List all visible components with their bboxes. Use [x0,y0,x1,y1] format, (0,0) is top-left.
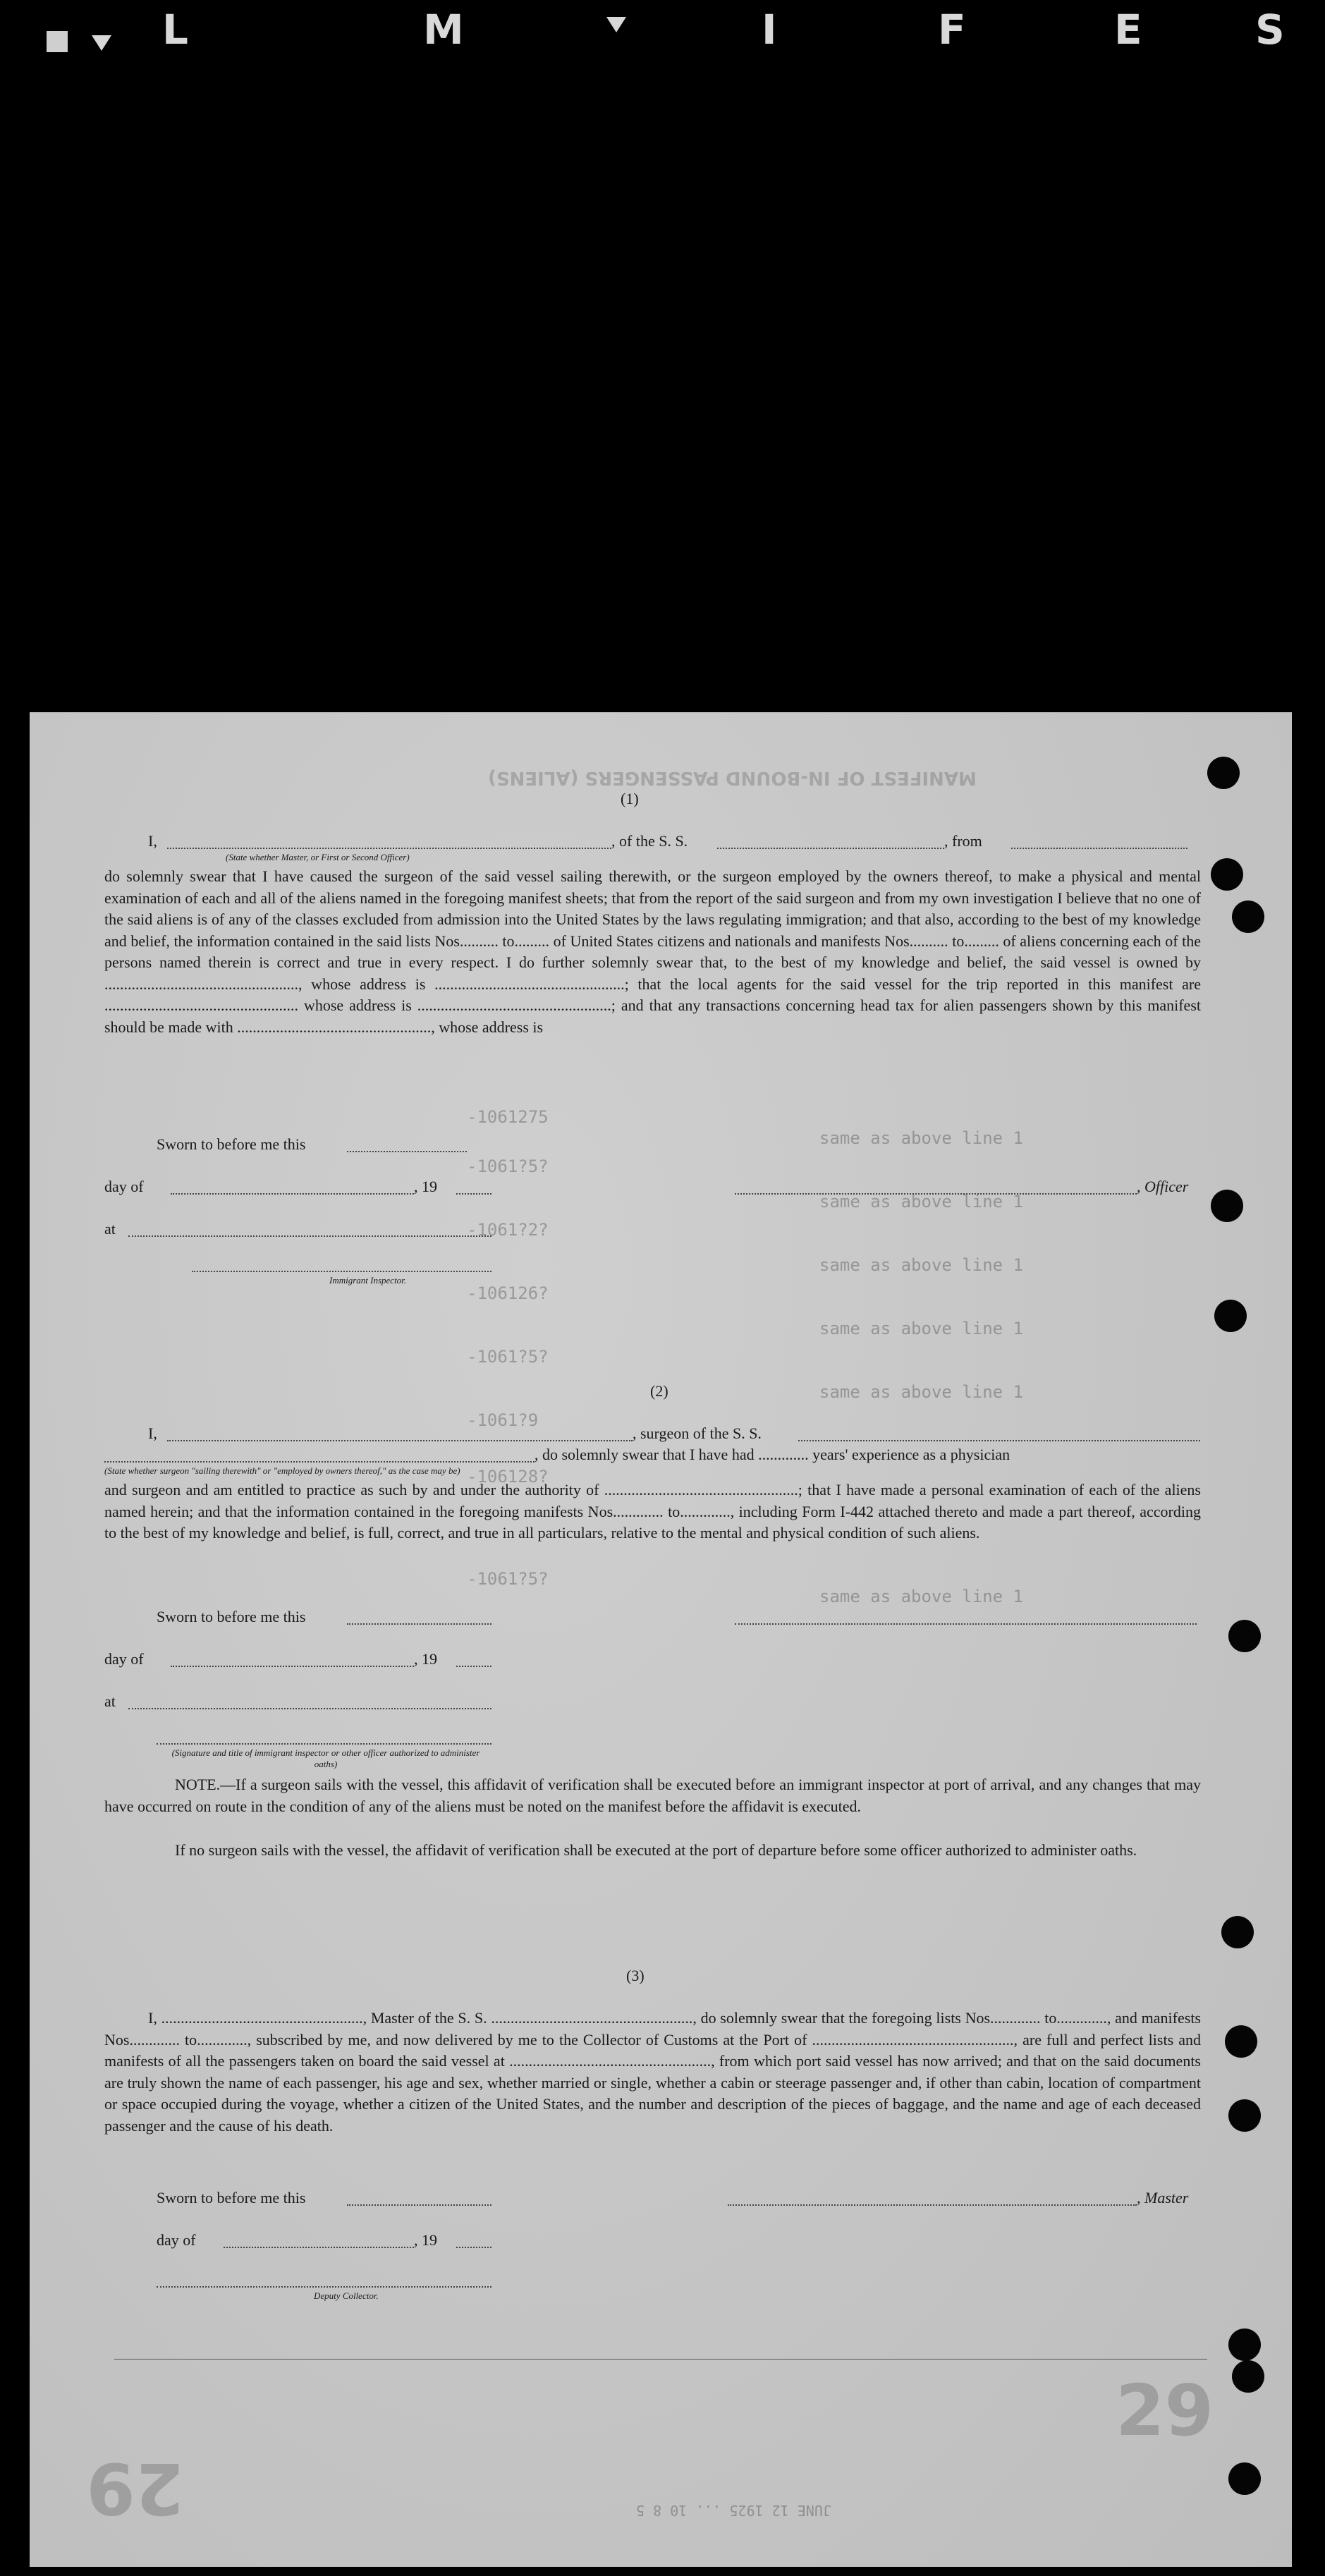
sworn-date-field [347,1623,491,1625]
sworn-date-field [347,1151,467,1152]
section-1-year: , 19 [414,1178,437,1195]
section-1-from: , from [944,832,982,850]
film-marker-square [47,31,68,52]
punch-hole [1207,757,1240,789]
show-through-code: -106126? [467,1283,549,1303]
section-2-sworn: Sworn to before me this [157,1608,306,1625]
show-through-page-number: 29 [86,2447,185,2529]
at-field [128,1708,491,1709]
section-1-signature-label: Immigrant Inspector. [329,1275,407,1286]
section-1-line-i: I, [148,832,157,850]
show-through-code: -1061?9 [467,1410,539,1430]
day-field [224,2247,414,2248]
surgeon-vessel-field [798,1440,1200,1441]
show-through-name: same as above line 1 [819,1319,1023,1338]
section-3-sworn: Sworn to before me this [157,2189,306,2206]
section-3-signature-label: Deputy Collector. [314,2290,379,2301]
section-2-day-of: day of [104,1650,144,1668]
section-2-body: and surgeon and am entitled to practice as such by and under the authority of ..................................................; that I have made a personal examination of each of the aliens named herein; and that the information contained in the foregoing manifests Nos............. to............., including Form I-442 attached thereto and made a part thereof, according to the best of my knowledge and belief, is full, correct, and true in all particulars, relative to the mental and physical condition of such aliens. [104,1481,1201,1542]
film-header-glyph: F [938,6,967,54]
punch-hole [1214,1300,1247,1332]
day-field [171,1193,414,1195]
film-header-glyph: I [762,6,778,54]
at-field [128,1235,491,1237]
punch-hole [1211,1190,1243,1222]
inspector-signature-field [192,1271,491,1272]
section-1-at: at [104,1220,116,1238]
show-through-name: same as above line 1 [819,1255,1023,1275]
section-2-signature-label: (Signature and title of immigrant inspector or other officer authorized to administer oaths) [171,1747,480,1769]
section-2-at: at [104,1692,116,1710]
surgeon-signature-field [735,1623,1197,1625]
section-1-officer: , Officer [1137,1178,1189,1195]
year-field [456,1666,491,1667]
departure-port-field [1011,848,1187,849]
punch-hole [1221,1916,1254,1948]
bottom-rule [114,2359,1207,2360]
master-name-field [167,848,611,849]
surgeon-status-field [104,1461,535,1463]
note-paragraph-1: NOTE.—If a surgeon sails with the vessel, this affidavit of verification shall be executed before an immigrant inspector at port of arrival, and any changes that may have occurred on route in the condition of any of the aliens must be noted on the manifest before the affidavit is executed. [104,1776,1201,1815]
section-2-number: (2) [650,1382,668,1400]
section-1-of-ss: , of the S. S. [611,832,688,850]
film-header-glyph: S [1255,6,1286,54]
deputy-collector-signature-field [157,2286,491,2288]
section-2-year: , 19 [414,1650,437,1668]
section-1-number: (1) [621,790,639,807]
section-2-swear: , do solemnly swear that I have had ............. years' experience as a physician [535,1446,1010,1463]
master-note: (State whether Master, or First or Second Officer) [226,852,410,862]
section-3-number: (3) [626,1967,645,1984]
punch-hole [1228,2462,1261,2495]
show-through-stamp: JUNE 12 1925 ... 10 8 5 [636,2502,831,2519]
show-through-name: same as above line 1 [819,1192,1023,1211]
show-through-code: -1061?5? [467,1569,549,1589]
show-through-code: -1061275 [467,1107,549,1127]
sworn-date-field [347,2204,491,2206]
show-through-name: same as above line 1 [819,1382,1023,1402]
punch-hole [1228,2099,1261,2132]
year-field [456,2247,491,2248]
punch-hole [1225,2025,1257,2058]
show-through-code: -1061?5? [467,1347,549,1367]
section-3-year: , 19 [414,2231,437,2249]
section-1-day-of: day of [104,1178,144,1195]
punch-hole [1232,2360,1264,2393]
show-through-name: same as above line 1 [819,1128,1023,1148]
show-through-page-number: 29 [1116,2369,1214,2452]
section-3-body: I, ...................................................., Master of the S. S. ...................................................., do solemnly swear that the foregoing lists Nos............. to............., and manifests Nos............. to............., subscribed by me, and now delivered by me to the Collector of Customs at the Port of ...................................................., are full and perfect lists and manifests of all the passengers taken on board the said vessel at ...................................................., from which port said vessel has now arrived; and that on the said documents are truly shown the name of each passenger, his age and sex, whether married or single, whether a cabin or steerage passenger and, if other than cabin, location of compartment or space occupied during the voyage, whether a citizen of the United States, and the number and description of the pieces of baggage, and the name and age of each deceased passenger and the cause of his death. [104,2009,1201,2135]
section-1-sworn: Sworn to before me this [157,1135,306,1153]
film-header-glyph: M [423,6,465,54]
section-2-surgeon-of: , surgeon of the S. S. [633,1424,762,1442]
show-through-name: same as above line 1 [819,1587,1023,1606]
punch-hole [1228,1620,1261,1652]
film-header-glyph: L [162,6,190,54]
surgeon-note: (State whether surgeon "sailing therewith" or "employed by owners thereof," as the case may be) [104,1465,460,1476]
master-signature-field [728,2204,1137,2206]
vessel-name-field [717,848,944,849]
section-1-body: do solemnly swear that I have caused the surgeon of the said vessel sailing therewith, or the surgeon employed by the owners thereof, to make a physical and mental examination of each and all of the aliens named in the foregoing manifest sheets; that from the report of the said surgeon and from my own investigation I believe that no one of the said aliens is of any of the classes excluded from admission into the United States by the laws regulating immigration; and that also, according to the best of my knowledge and belief, the information contained in the said lists Nos.......... to......... of United States citizens and nationals and manifests Nos.......... to......... of aliens concerning each of the persons named therein is correct and true in every respect. I do further solemnly swear that, to the best of my knowledge and belief, the said vessel is owned by .................................................., whose address is .................................................; that the local agents for the said vessel for the trip reported in this manifest are .................................................. whose address is ..................................................; and that any transactions concerning head tax for alien passengers shown by this manifest should be made with .................................................., whose address is [104,867,1201,1036]
section-3-master: , Master [1137,2189,1189,2206]
show-through-code: -106128? [467,1467,549,1487]
film-marker-triangle-icon [606,17,626,32]
document-page [30,712,1292,2567]
section-2-line-i: I, [148,1424,157,1442]
film-marker-triangle-icon [92,35,111,51]
surgeon-name-field [167,1440,633,1441]
punch-hole [1211,858,1243,891]
film-header-glyph: E [1114,6,1144,54]
show-through-header: MANIFEST OF IN-BOUND PASSENGERS (ALIENS) [488,767,977,788]
year-field [456,1193,491,1195]
day-field [171,1666,414,1667]
film-header [0,0,1325,63]
show-through-code: -1061?2? [467,1220,549,1240]
show-through-code: -1061?5? [467,1156,549,1176]
note-paragraph-2: If no surgeon sails with the vessel, the affidavit of verification shall be executed at the port of departure before some officer authorized to administer oaths. [175,1841,1137,1859]
punch-hole [1228,2328,1261,2361]
section-3-day-of: day of [157,2231,196,2249]
punch-hole [1232,901,1264,933]
official-signature-field [157,1743,491,1745]
officer-signature-field [735,1193,1137,1195]
